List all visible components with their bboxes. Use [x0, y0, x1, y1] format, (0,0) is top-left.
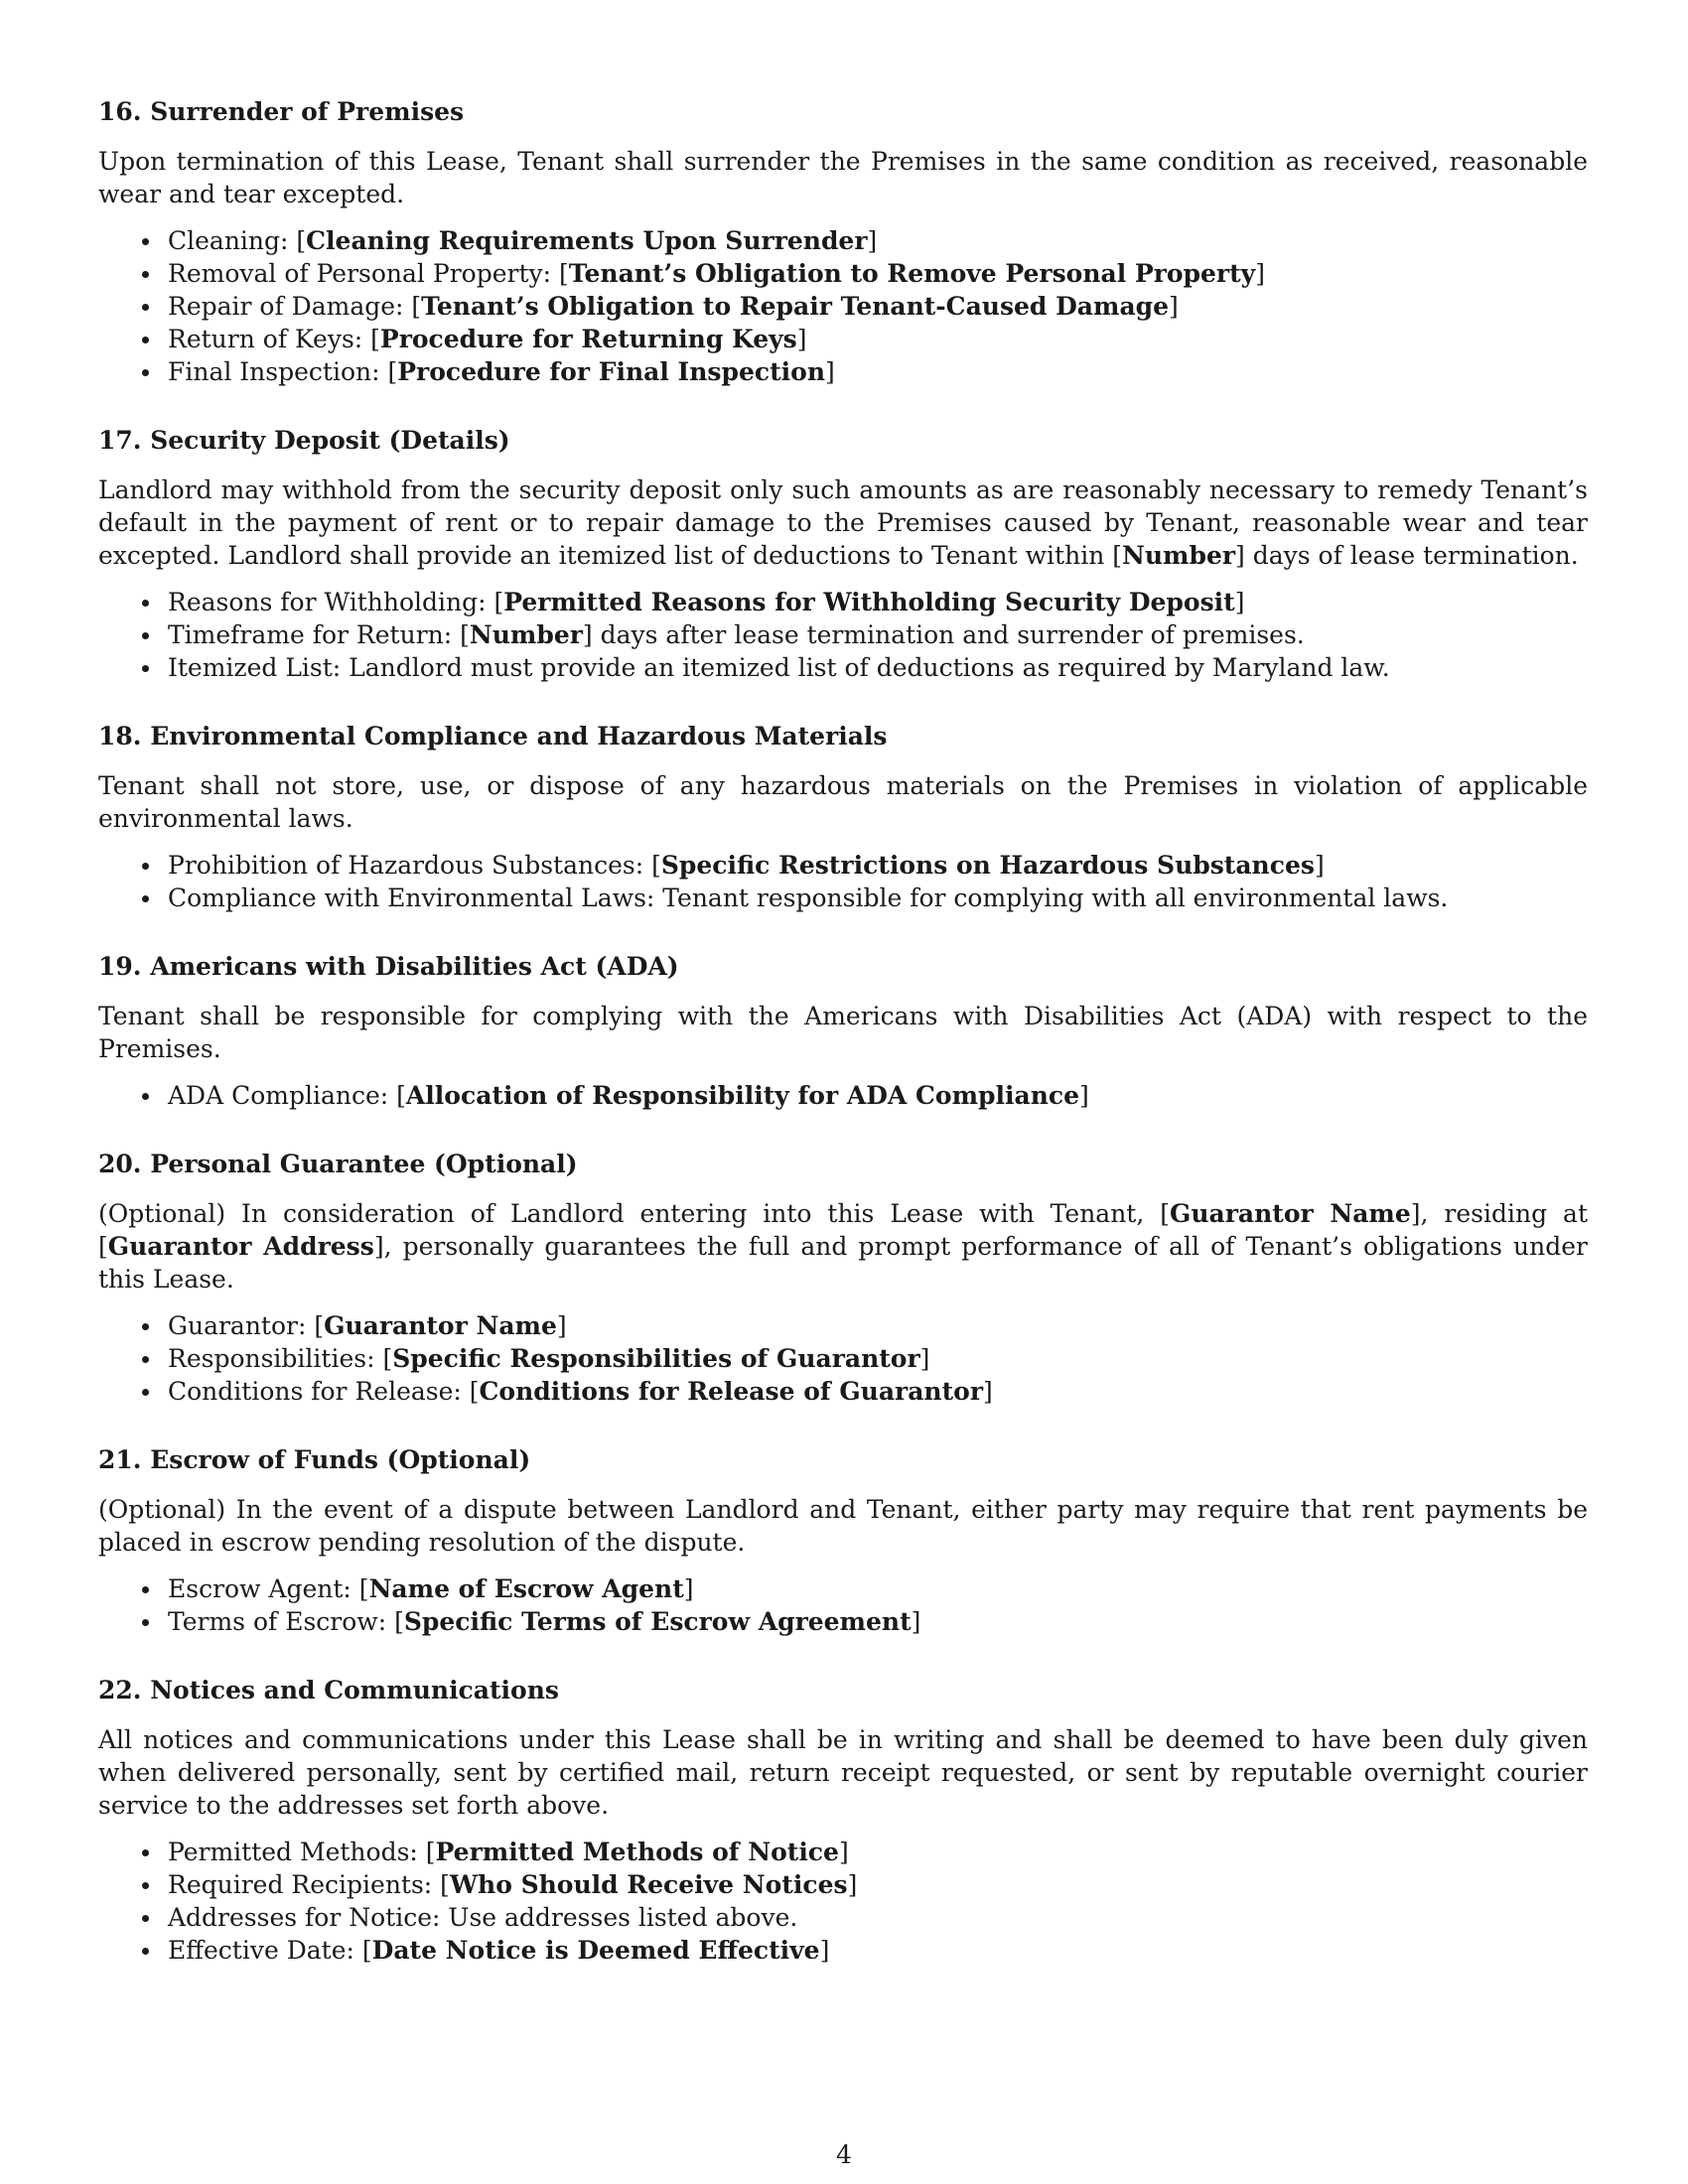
item-text: ]: [556, 1311, 567, 1340]
section: [98, 1674, 1588, 1967]
list-item: [168, 290, 1588, 323]
body-text: (Optional) In consideration of Landlord entering into this Lease with Tenant, [: [98, 1199, 1170, 1228]
section-heading: 16. Surrender of Premises: [98, 97, 465, 126]
body-text: ] days of lease termination.: [1235, 541, 1579, 570]
item-text: ]: [838, 1838, 849, 1866]
section: [98, 424, 1588, 684]
placeholder-text: Procedure for Final Inspection: [397, 357, 826, 386]
item-text: Final Inspection: [: [168, 357, 398, 386]
bullet-list: [98, 224, 1588, 388]
sections-container: [98, 95, 1588, 1967]
item-text: Itemized List: Landlord must provide an itemized list of deductions as required by Maryland law.: [168, 653, 1390, 682]
item-text: ] days after lease termination and surrender of premises.: [582, 620, 1305, 649]
body-text: Landlord may withhold from the security deposit only such amounts as are reasonably necessary to remedy Tenant’s default in the payment of rent or to repair damage to the Premises caused by Tenant, reasonable wear and tear excepted. Landlord shall provide an itemized list of deductions to Tenant within [: [98, 476, 1588, 570]
item-text: ]: [1255, 259, 1265, 288]
list-item: [168, 1901, 1588, 1934]
item-text: ]: [825, 357, 835, 386]
list-item: [168, 257, 1588, 290]
item-text: Guarantor: [: [168, 1311, 325, 1340]
item-text: Addresses for Notice: Use addresses listed above.: [168, 1903, 798, 1932]
placeholder-text: Allocation of Responsibility for ADA Compliance: [405, 1081, 1080, 1110]
item-text: Escrow Agent: [: [168, 1574, 369, 1603]
section-paragraph: [98, 769, 1588, 835]
item-text: ]: [1234, 588, 1245, 616]
section-paragraph: [98, 1197, 1588, 1296]
placeholder-text: Who Should Receive Notices: [449, 1870, 848, 1899]
list-item: [168, 1079, 1588, 1112]
list-item: [168, 1868, 1588, 1901]
bullet-list: [98, 1572, 1588, 1638]
list-item: [168, 1309, 1588, 1342]
list-item: [168, 323, 1588, 355]
item-text: ]: [867, 226, 878, 255]
section: [98, 1443, 1588, 1638]
body-text: Upon termination of this Lease, Tenant shall surrender the Premises in the same condition as received, reasonable wear and tear excepted.: [98, 147, 1588, 208]
bullet-list: [98, 1309, 1588, 1408]
placeholder-text: Tenant’s Obligation to Repair Tenant-Caused Damage: [421, 292, 1170, 321]
item-text: ]: [911, 1607, 921, 1636]
item-text: ]: [983, 1377, 993, 1406]
list-item: [168, 1934, 1588, 1967]
item-text: ]: [1169, 292, 1179, 321]
list-item: [168, 224, 1588, 257]
section-paragraph: [98, 1723, 1588, 1822]
item-text: ]: [919, 1344, 930, 1373]
placeholder-text: Procedure for Returning Keys: [379, 325, 797, 353]
placeholder-text: Specific Restrictions on Hazardous Substances: [660, 851, 1315, 880]
item-text: Compliance with Environmental Laws: Tenant responsible for complying with all environmental laws.: [168, 884, 1449, 912]
placeholder-text: Conditions for Release of Guarantor: [479, 1377, 983, 1406]
item-text: Prohibition of Hazardous Substances: [: [168, 851, 661, 880]
list-item: [168, 355, 1588, 388]
item-text: Permitted Methods: [: [168, 1838, 436, 1866]
item-text: ADA Compliance: [: [168, 1081, 406, 1110]
section-paragraph: [98, 1493, 1588, 1559]
section-paragraph: [98, 474, 1588, 572]
item-text: Terms of Escrow: [: [168, 1607, 404, 1636]
bullet-list: [98, 1836, 1588, 1967]
placeholder-text: Specific Terms of Escrow Agreement: [403, 1607, 912, 1636]
item-text: ]: [1079, 1081, 1089, 1110]
document-page: [98, 95, 1588, 2002]
section-heading: 18. Environmental Compliance and Hazardous Materials: [98, 722, 888, 751]
section-heading: 22. Notices and Communications: [98, 1676, 559, 1705]
item-text: ]: [847, 1870, 858, 1899]
placeholder-text: Guarantor Name: [1170, 1199, 1411, 1228]
list-item: [168, 586, 1588, 618]
section-heading: 17. Security Deposit (Details): [98, 426, 510, 455]
placeholder-text: Guarantor Address: [107, 1232, 374, 1261]
item-text: Repair of Damage: [: [168, 292, 422, 321]
item-text: Effective Date: [: [168, 1936, 372, 1965]
list-item: [168, 849, 1588, 882]
placeholder-text: Date Notice is Deemed Effective: [371, 1936, 820, 1965]
item-text: ]: [819, 1936, 830, 1965]
list-item: [168, 1572, 1588, 1605]
item-text: Return of Keys: [: [168, 325, 380, 353]
placeholder-text: Cleaning Requirements Upon Surrender: [306, 226, 868, 255]
section: [98, 950, 1588, 1112]
section-paragraph: [98, 1000, 1588, 1065]
body-text: ], residing at [: [98, 1199, 1588, 1261]
list-item: [168, 882, 1588, 914]
placeholder-text: Permitted Reasons for Withholding Security Deposit: [503, 588, 1235, 616]
body-text: Tenant shall be responsible for complying with the Americans with Disabilities Act (ADA) with respect to the Premises.: [98, 1002, 1588, 1063]
body-text: All notices and communications under this Lease shall be in writing and shall be deemed to have been duly given when delivered personally, sent by certified mail, return receipt requested, or sent by reputable overnight courier service to the addresses set forth above.: [98, 1725, 1588, 1820]
section: [98, 1148, 1588, 1408]
section-paragraph: [98, 145, 1588, 210]
list-item: [168, 618, 1588, 651]
list-item: [168, 1836, 1588, 1868]
item-text: Conditions for Release: [: [168, 1377, 480, 1406]
item-text: Cleaning: [: [168, 226, 307, 255]
placeholder-text: Permitted Methods of Notice: [435, 1838, 839, 1866]
body-text: Tenant shall not store, use, or dispose of any hazardous materials on the Premises in violation of applicable environmental laws.: [98, 771, 1588, 833]
item-text: ]: [796, 325, 807, 353]
placeholder-text: Number: [469, 620, 583, 649]
placeholder-text: Tenant’s Obligation to Remove Personal Property: [568, 259, 1256, 288]
item-text: Required Recipients: [: [168, 1870, 450, 1899]
list-item: [168, 1342, 1588, 1375]
section-heading: 19. Americans with Disabilities Act (ADA): [98, 952, 679, 981]
placeholder-text: Guarantor Name: [324, 1311, 557, 1340]
page-number: 4: [836, 2140, 852, 2169]
body-text: (Optional) In the event of a dispute between Landlord and Tenant, either party may require that rent payments be placed in escrow pending resolution of the dispute.: [98, 1495, 1588, 1557]
item-text: ]: [1314, 851, 1325, 880]
item-text: Timeframe for Return: [: [168, 620, 470, 649]
body-text: ], personally guarantees the full and prompt performance of all of Tenant’s obligations under this Lease.: [98, 1232, 1588, 1294]
placeholder-text: Specific Responsibilities of Guarantor: [392, 1344, 920, 1373]
placeholder-text: Number: [1122, 541, 1236, 570]
section: [98, 720, 1588, 914]
bullet-list: [98, 849, 1588, 914]
bullet-list: [98, 1079, 1588, 1112]
list-item: [168, 1375, 1588, 1408]
bullet-list: [98, 586, 1588, 684]
list-item: [168, 651, 1588, 684]
list-item: [168, 1605, 1588, 1638]
placeholder-text: Name of Escrow Agent: [368, 1574, 684, 1603]
item-text: Removal of Personal Property: [: [168, 259, 569, 288]
item-text: ]: [683, 1574, 694, 1603]
section-heading: 21. Escrow of Funds (Optional): [98, 1445, 531, 1474]
section-heading: 20. Personal Guarantee (Optional): [98, 1150, 578, 1178]
section: [98, 95, 1588, 388]
item-text: Responsibilities: [: [168, 1344, 393, 1373]
item-text: Reasons for Withholding: [: [168, 588, 504, 616]
